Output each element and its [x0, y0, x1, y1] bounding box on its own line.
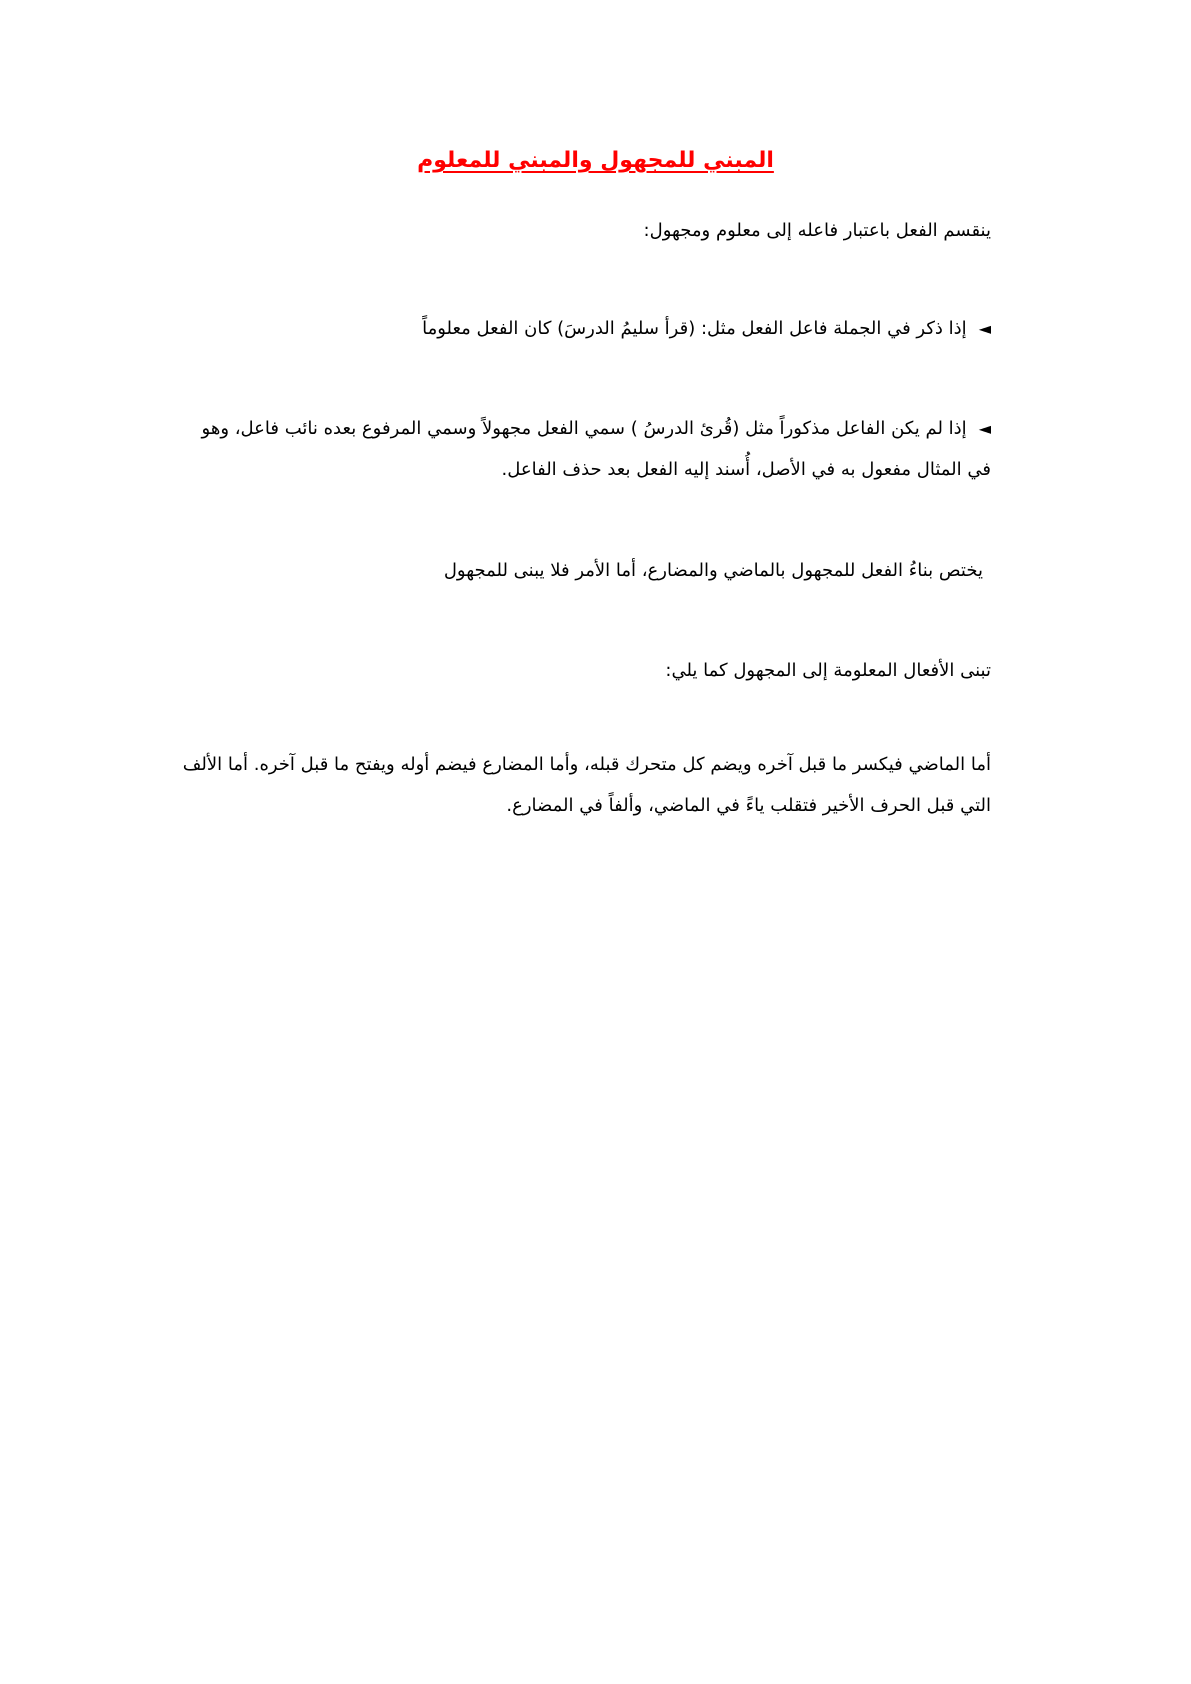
left-pointing-triangle-icon: ◄	[978, 319, 991, 338]
bullet-text: إذا لم يكن الفاعل مذكوراً مثل (قُرئ الدرسُ ) سمي الفعل مجهولاً وسمي المرفوع بعده نائب فاعل، وهو في المثال مفعول به في الأصل، أُسند إليه الفعل بعد حذف الفاعل.	[201, 418, 991, 480]
bullet-item-known-verb	[191, 308, 991, 349]
past-present-rule-paragraph: أما الماضي فيكسر ما قبل آخره ويضم كل متحرك قبله، وأما المضارع فيضم أوله ويفتح ما قبل آخره. أما الألف التي قبل الحرف الأخير فتقلب ياءً في الماضي، وألفاً في المضارع.	[182, 754, 991, 816]
bullet-text: إذا ذكر في الجملة فاعل الفعل مثل: (قرأ سليمُ الدرسَ) كان الفعل معلوماً	[422, 318, 967, 339]
build-intro-paragraph: تبنى الأفعال المعلومة إلى المجهول كما يلي:	[665, 660, 991, 681]
document-title: المبني للمجهول والمبني للمعلوم	[417, 148, 774, 173]
bullet-item-passive-verb	[173, 408, 991, 490]
special-note-paragraph: يختص بناءُ الفعل للمجهول بالماضي والمضارع، أما الأمر فلا يبنى للمجهول	[443, 560, 983, 581]
left-pointing-triangle-icon: ◄	[978, 419, 991, 438]
intro-paragraph: ينقسم الفعل باعتبار فاعله إلى معلوم ومجهول:	[643, 220, 991, 241]
